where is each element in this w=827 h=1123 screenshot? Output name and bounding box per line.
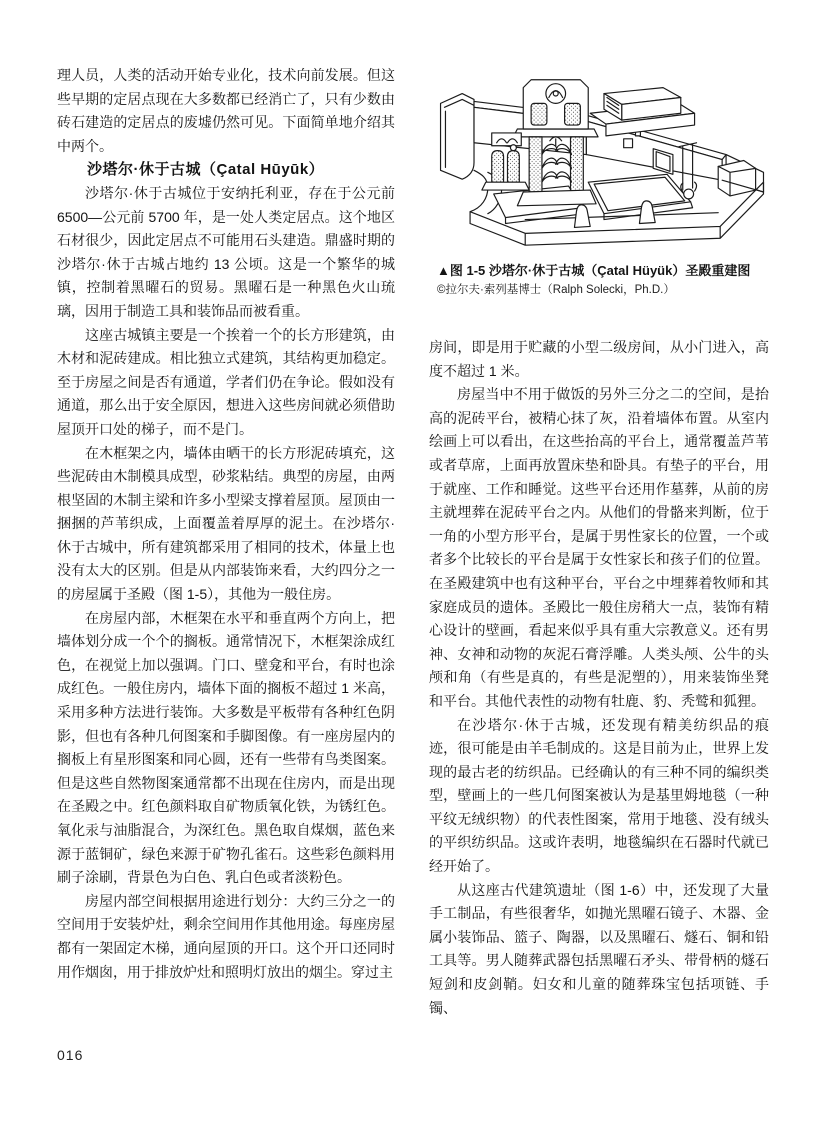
paragraph: 房间，即是用于贮藏的小型二级房间，从小门进入，高度不超过 1 米。 <box>429 339 769 379</box>
tower-cornice <box>513 129 598 137</box>
right-bench-block <box>718 160 755 195</box>
page-number: 016 <box>57 1047 84 1063</box>
cut-curve <box>470 170 488 211</box>
paragraph: 在房屋内部，木框架在水平和垂直两个方向上，把墙体划分成一个个的搁板。通常情况下，木框架涂成红色，在视觉上加以强调。门口、壁龛和平台，有时也涂成红色。一般住房内，墙体下面的搁板不超过 1 米高，采用多种方法进行装饰。大多数是平板带有各种红色阴影，但也有各种几何图案和手脚图像。有一座房屋内的搁板上有星形图案和同心圆，还有一些带有鸟类图案。但是这些自然物图案通常都不出现在住房内，而是出现在圣殿之中。红色颜料取自矿物质氧化铁，为锈红色。氧化汞与油脂混合，为深红色。黑色取自煤烟，蓝色来源于蓝铜矿，绿色来源于矿物孔雀石。这些彩色颜料用刷子涂刷，背景色为白色、乳白色或者淡粉色。 <box>57 609 395 886</box>
right-column-text <box>429 336 769 1020</box>
paragraph: 房屋当中不用于做饭的另外三分之二的空间，是抬高的泥砖平台，被精心抹了灰，沿着墙体布置。从室内绘画上可以看出，在这些抬高的平台上，通常覆盖芦苇或者草席，上面再放置床垫和卧具。有垫子的平台，用于就座、工作和睡觉。这些平台还用作墓葬，从前的房主就埋葬在泥砖平台之内。从他们的骨骼来判断，位于一角的小型方形平台，是属于男性家长的位置，一个或者多个比较长的平台是属于女性家长和孩子们的位置。在圣殿建筑中也有这种平台，平台之中埋葬着牧师和其家庭成员的遗体。圣殿比一般住房稍大一点，装饰有精心设计的壁画，看起来似乎具有重大宗教意义。还有男神、女神和动物的灰泥石膏浮雕。人类头颅、公牛的头颅和角（有些是真的，有些是泥塑的），用来装饰坐凳和平台。其他代表性的动物有牡鹿、豹、秃鹫和狐狸。 <box>429 386 769 709</box>
paragraph: 在木框架之内，墙体由晒干的长方形泥砖填充，这些泥砖由木制模具成型，砂浆粘结。典型的房屋，由两根坚固的木制主梁和许多小型梁支撑着屋顶。屋顶由一捆捆的芦苇织成，上面覆盖着厚厚的泥土。在沙塔尔·休于古城中，所有建筑都采用了相同的技术，体量上也没有太大的区别。但是从内部装饰来看，大约四分之一的房屋属于圣殿（图 1-5），其他为一般住房。 <box>57 444 395 603</box>
front-post <box>574 205 590 228</box>
tower-leg-right <box>571 137 584 192</box>
figure-credit: ©拉尔夫·索列基博士（Ralph Solecki，Ph.D.） <box>437 284 675 296</box>
figure-1-5 <box>429 64 777 298</box>
right-column <box>429 64 769 1020</box>
shrine-reconstruction-drawing <box>429 64 777 256</box>
left-column <box>57 64 395 984</box>
paragraph: 这座古城镇主要是一个挨着一个的长方形建筑，由木材和泥砖建成。相比独立式建筑，其结构更加稳定。至于房屋之间是否有通道，学者们仍在争论。假如没有通道，那么出于安全原因，想进入这些房间就必须借助屋顶开口处的梯子，而不是门。 <box>57 326 395 437</box>
paragraph: 从这座古代建筑遗址（图 1-6）中，还发现了大量手工制品，有些很奢华，如抛光黑曜石镜子、木器、金属小装饰品、篮子、陶器，以及黑曜石、燧石、铜和铅工具等。男人随葬武器包括黑曜石矛头、带骨柄的燧石短剑和皮剑鞘。妇女和儿童的随葬珠宝包括项链、手镯、 <box>429 881 769 1016</box>
paragraph: 沙塔尔·休于古城位于安纳托利亚，存在于公元前 6500—公元前 5700 年，是一处人类定居点。这个地区石材很少，因此定居点不可能用石头建造。鼎盛时期的沙塔尔·休于古城占地约 13 公顷。这是一个繁华的城镇，控制着黑曜石的贸易。黑曜石是一种黑色火山琉璃，因用于制造工具和装饰品而被看重。 <box>57 184 395 319</box>
figure-caption: ▲图 1-5 沙塔尔·休于古城（Çatal Hüyük）圣殿重建图 <box>437 263 751 278</box>
bull-skull-medallion <box>546 84 566 104</box>
horn-bench <box>517 190 596 206</box>
paragraph: 理人员，人类的活动开始专业化，技术向前发展。但这些早期的定居点现在大多数都已经消亡了，只有少数由砖石建造的定居点的废墟仍然可见。下面简单地介绍其中两个。 <box>57 67 395 154</box>
tower-leg-left <box>529 137 542 192</box>
wall-plaque <box>624 139 633 148</box>
paragraph: 在沙塔尔·休于古城，还发现有精美纺织品的痕迹，很可能是由羊毛制成的。这是目前为止，世界上发现的最古老的纺织品。已经确认的有三种不同的编织类型，壁画上的一些几何图案被认为是基里姆地毯（一种平纹无绒织物）的代表性图案，常用于地毯、没有绒头的平织纺织品。这或许表明，地毯编织在石器时代就已经开始了。 <box>429 716 769 875</box>
paragraph: 房屋内部空间根据用途进行划分：大约三分之一的空间用于安装炉灶，剩余空间用作其他用途。每座房屋都有一架固定木梯，通向屋顶的开口。这个开口还同时用作烟囱，用于排放炉灶和照明灯放出的烟尘。穿过主 <box>57 892 395 980</box>
section-heading: 沙塔尔·休于古城（Çatal Hūyūk） <box>87 161 325 179</box>
